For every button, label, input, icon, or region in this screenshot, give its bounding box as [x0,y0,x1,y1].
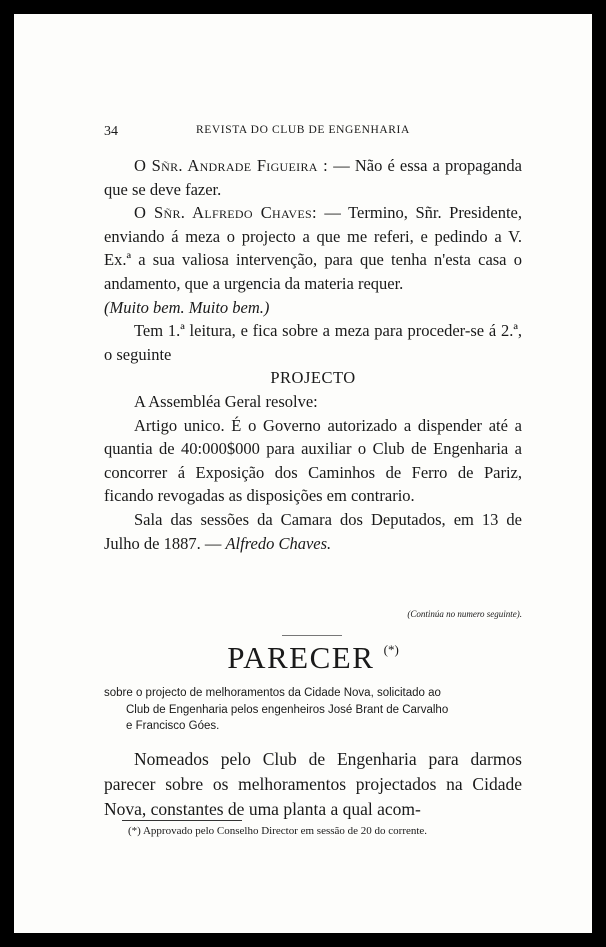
paragraph-reading: Tem 1.ª leitura, e fica sobre a meza para proceder-se á 2.ª, o seguinte [104,321,522,364]
paragraph-sala-sessoes [104,508,522,555]
speech-text: — Termino, Sñr. Presidente, enviando á meza o projecto a que me referi, e pedindo a V. Ex.ª a sua valiosa intervenção, para que tenha n'esta casa o andamento, que a urgencia da materia requer. [104,203,522,293]
sala-text: Sala das sessões da Camara dos Deputados, em 13 de Julho de 1887. — [104,509,522,553]
subheading-line: e Francisco Góes. [126,720,220,732]
intro-paragraph: Nomeados pelo Club de Engenharia para darmos parecer sobre os melhoramentos projectados na Cidade Nova, constantes de uma planta a qual acom- [104,749,522,819]
continua-note: (Continúa no numero seguinte). [407,609,522,619]
running-head-title: REVISTA DO CLUB DE ENGENHARIA [196,124,410,136]
footnote-text: Approvado pelo Conselho Director em sessão de 20 do corrente. [140,825,428,837]
main-text [104,154,522,555]
footnote-rule [122,820,242,821]
applause-note: (Muito bem. Muito bem.) [104,297,270,317]
speaker-name: O Sñr. Andrade Figueira : [134,156,329,175]
subheading-line: Club de Engenharia pelos engenheiros José Brant de Carvalho [126,703,449,716]
paragraph-artigo-unico: Artigo unico. É o Governo autorizado a dispender até a quantia de 40:000$000 para auxiliar o Club de Engenharia a concorrer á Exposição dos Caminhos de Ferro de Pariz, ficando revogadas as disposições em contrario. [104,415,522,506]
parecer-subheading [104,685,522,735]
running-head [104,122,522,142]
section-divider [282,635,342,636]
signature: Alfredo Chaves. [225,533,332,553]
paragraph-assemblea: A Assembléa Geral resolve: [134,391,318,411]
paragraph-alfredo-chaves [104,201,522,295]
page [14,14,592,933]
footnote-marker-label: (*) [128,825,141,837]
subheading-line: sobre o projecto de melhoramentos da Cidade Nova, solicitado ao [104,687,441,699]
footnote-marker[interactable]: (*) [383,642,399,657]
parecer-title: PARECER [227,640,375,675]
speaker-name: O Sñr. Alfredo Chaves: [134,203,317,223]
paragraph-andrade-figueira [104,154,522,201]
projecto-heading: PROJECTO [270,368,356,388]
footnote [104,825,522,839]
parecer-heading [104,640,522,676]
parecer-intro [104,747,522,821]
speech-text: — Não é essa a propaganda que se deve fazer. [104,156,522,199]
page-number: 34 [104,124,118,139]
